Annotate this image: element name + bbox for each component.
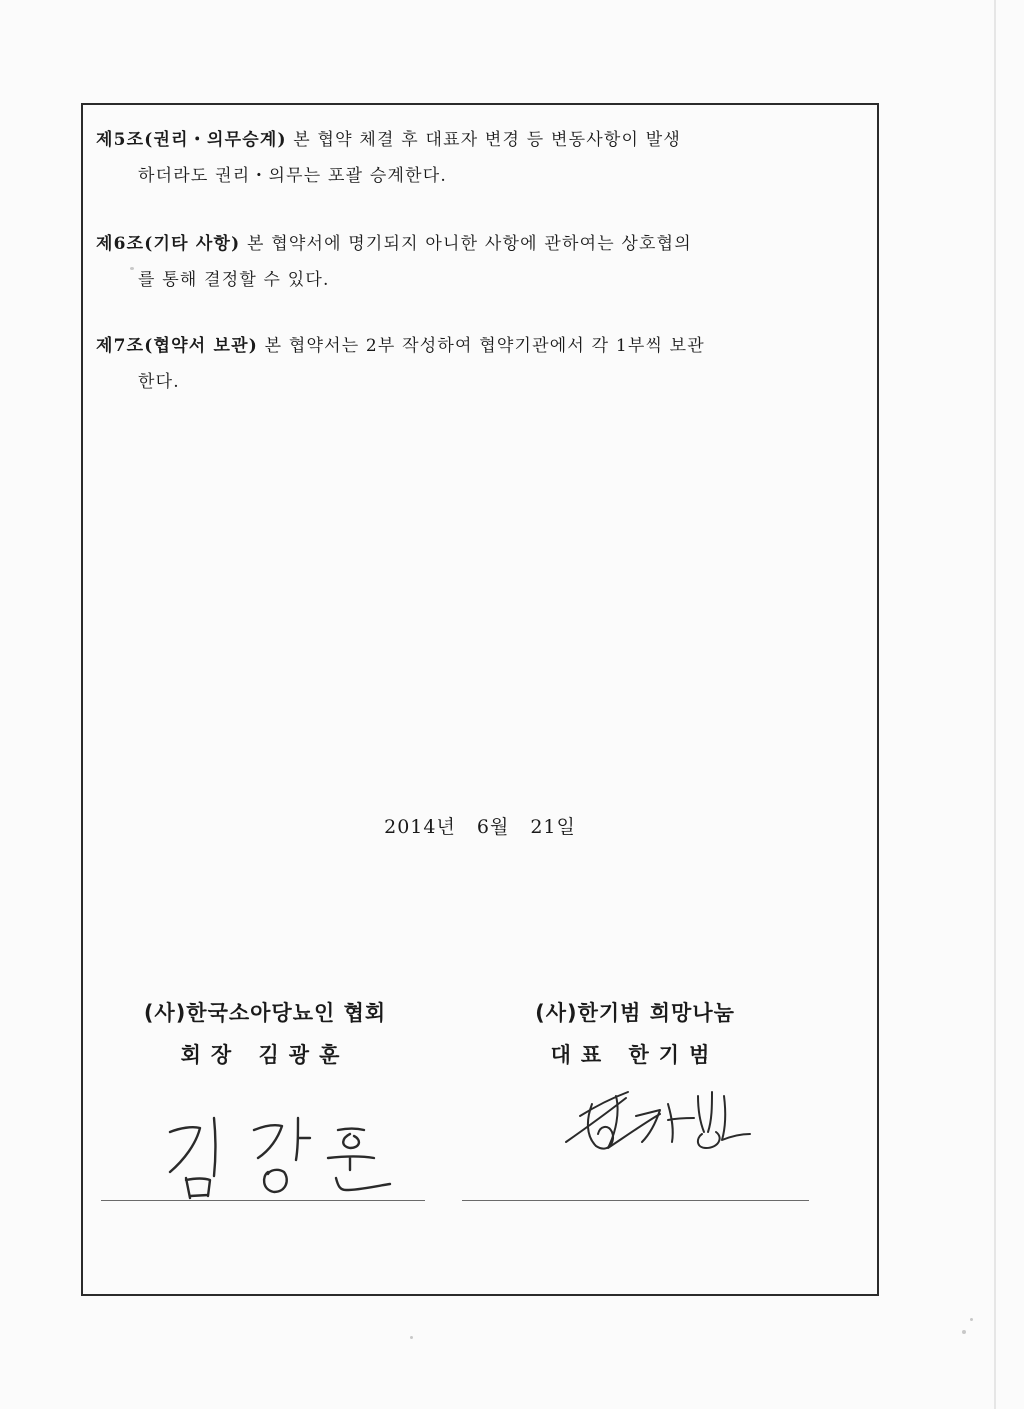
article-6-first-line (96, 226, 866, 262)
scan-speck (970, 1318, 973, 1321)
scan-speck (962, 1330, 966, 1334)
article-7 (96, 328, 866, 400)
signature-line-left (101, 1200, 425, 1201)
scan-speck (410, 1336, 413, 1339)
party-right (470, 992, 800, 1076)
signature-line-right (462, 1200, 809, 1201)
agreement-date: 2014년 6월 21일 (384, 816, 576, 838)
signature-left (150, 1098, 410, 1202)
signature-right (556, 1076, 756, 1166)
article-5-heading: 제5조(권리・의무승계) (96, 130, 287, 150)
party-left-representative: 회장 김광훈 (180, 1043, 350, 1067)
party-right-representative: 대표 한기범 (550, 1043, 720, 1067)
article-6-continuation: 를 통해 결정할 수 있다. (138, 270, 330, 290)
article-5-continuation: 하더라도 권리・의무는 포괄 승계한다. (138, 166, 447, 186)
article-5 (96, 122, 866, 194)
page-edge (994, 0, 996, 1409)
party-left-organization: (사)한국소아당뇨인 협회 (143, 1001, 387, 1025)
scan-speck (130, 267, 134, 270)
article-6-heading: 제6조(기타 사항) (96, 234, 241, 254)
article-7-heading: 제7조(협약서 보관) (96, 336, 258, 356)
party-right-organization: (사)한기범 희망나눔 (535, 1001, 735, 1025)
party-left (110, 992, 420, 1076)
article-7-first-line (96, 328, 866, 364)
article-7-continuation: 한다. (138, 372, 180, 392)
article-7-text: 본 협약서는 2부 작성하여 협약기관에서 각 1부씩 보관 (258, 336, 705, 356)
article-6 (96, 226, 866, 298)
article-5-first-line (96, 122, 866, 158)
article-5-text: 본 협약 체결 후 대표자 변경 등 변동사항이 발생 (286, 130, 681, 150)
article-6-text: 본 협약서에 명기되지 아니한 사항에 관하여는 상호협의 (240, 234, 692, 254)
